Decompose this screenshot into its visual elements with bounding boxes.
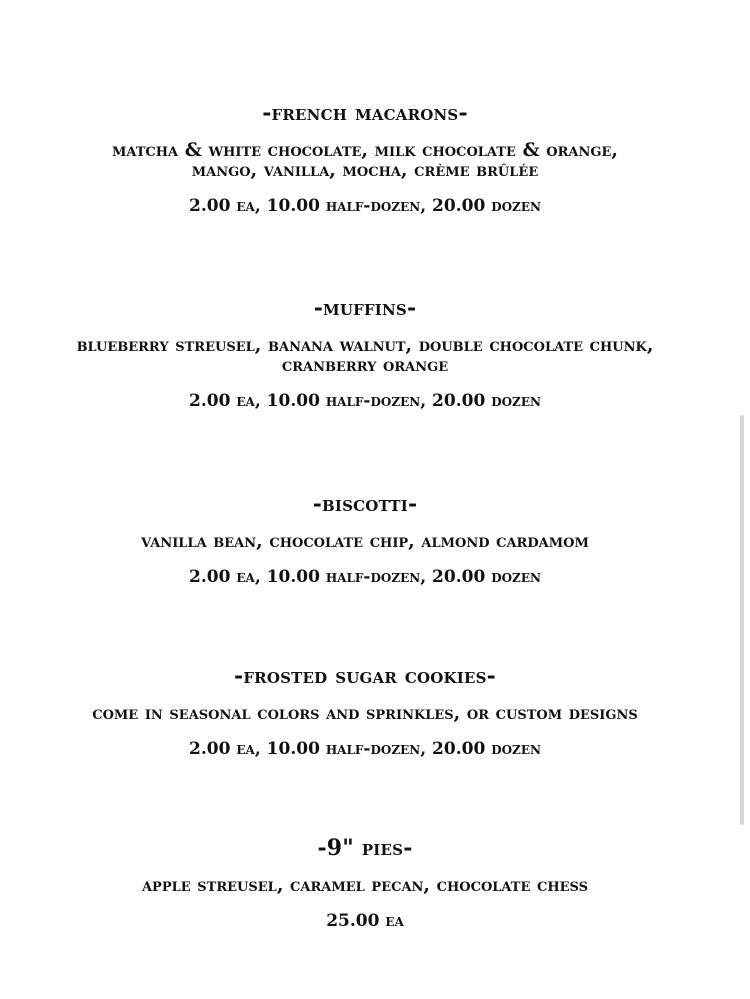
items-line: vanilla bean, chocolate chip, almond cardamom	[141, 530, 589, 552]
section-heading: -biscotti-	[312, 491, 418, 517]
section-muffins	[0, 295, 730, 411]
section-heading: -muffins-	[313, 295, 417, 321]
section-french-macarons	[0, 100, 730, 216]
section-heading: -9" pies-	[317, 835, 413, 861]
section-items	[0, 140, 730, 180]
section-biscotti	[0, 491, 730, 587]
section-price: 2.00 ea, 10.00 half-dozen, 20.00 dozen	[189, 391, 541, 411]
items-line: blueberry streusel, banana walnut, double chocolate chunk,	[76, 334, 654, 356]
items-line: come in seasonal colors and sprinkles, or custom designs	[92, 702, 638, 724]
items-line: mango, vanilla, mocha, crème brûlée	[191, 159, 539, 181]
section-price: 25.00 ea	[326, 911, 404, 931]
items-line: apple streusel, caramel pecan, chocolate chess	[141, 874, 589, 896]
section-items	[0, 703, 730, 723]
section-heading: -frosted sugar cookies-	[233, 663, 496, 689]
section-price: 2.00 ea, 10.00 half-dozen, 20.00 dozen	[189, 196, 541, 216]
items-line: matcha & white chocolate, milk chocolate & orange,	[111, 139, 618, 161]
vertical-scrollbar[interactable]	[740, 415, 744, 825]
section-items	[0, 875, 730, 895]
section-pies	[0, 835, 730, 931]
section-price: 2.00 ea, 10.00 half-dozen, 20.00 dozen	[189, 567, 541, 587]
items-line: cranberry orange	[281, 354, 449, 376]
section-items	[0, 335, 730, 375]
section-items	[0, 531, 730, 551]
section-frosted-sugar-cookies	[0, 663, 730, 759]
section-price: 2.00 ea, 10.00 half-dozen, 20.00 dozen	[189, 739, 541, 759]
section-heading: -french macarons-	[262, 100, 468, 126]
